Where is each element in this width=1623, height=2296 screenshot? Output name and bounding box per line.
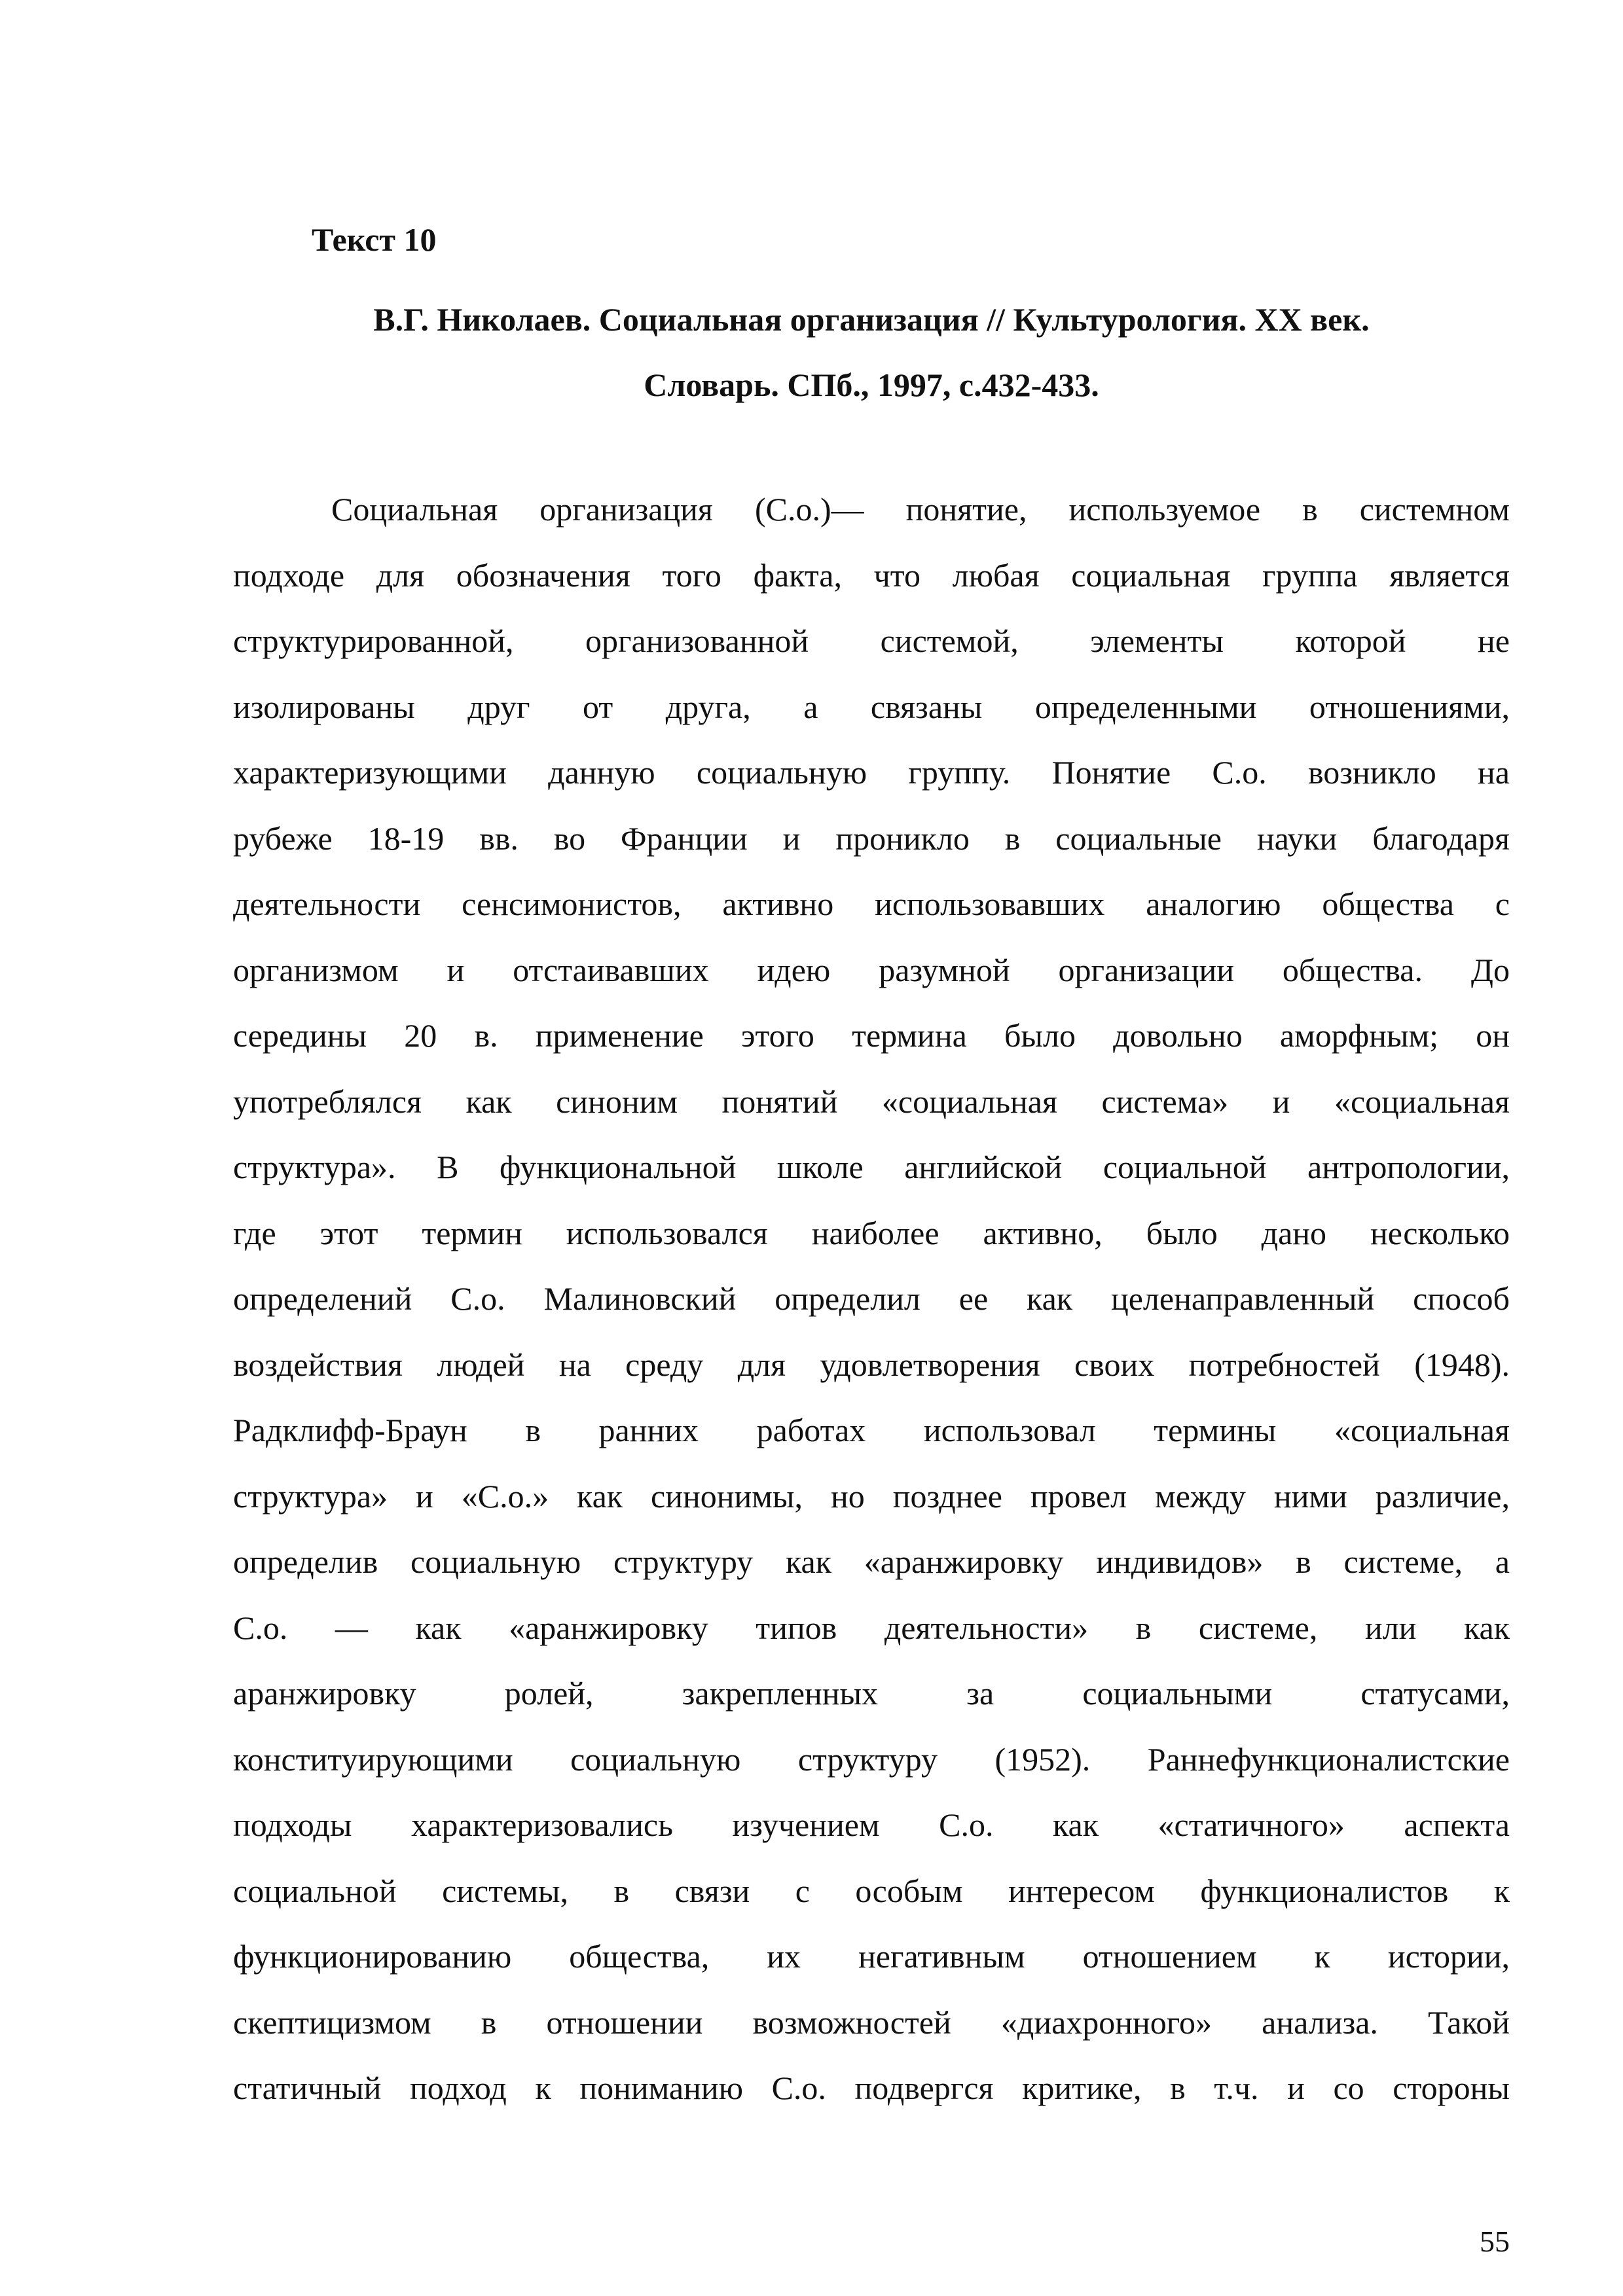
body-line: где этот термин использовался наиболее активно, было дано несколько [233, 1214, 1510, 1251]
body-line: изолированы друг от друга, а связаны определенными отношениями, [233, 688, 1510, 725]
citation-block [233, 287, 1510, 418]
body-line: воздействия людей на среду для удовлетворения своих потребностей (1948). [233, 1346, 1510, 1383]
body-paragraph [233, 476, 1510, 2121]
body-line: подходе для обозначения того факта, что любая социальная группа является [233, 556, 1510, 594]
page-number: 55 [1480, 2225, 1510, 2258]
body-line: деятельности сенсимонистов, активно использовавших аналогию общества с [233, 886, 1510, 922]
body-line: Радклифф-Браун в ранних работах использовал термины «социальная [233, 1412, 1510, 1448]
citation-line: В.Г. Николаев. Социальная организация // Культурология. XX век. [373, 301, 1370, 338]
body-line: подходы характеризовались изучением С.о. как «статичного» аспекта [233, 1806, 1510, 1843]
body-line: функционированию общества, их негативным отношением к истории, [233, 1938, 1510, 1975]
body-line: характеризующими данную социальную группу. Понятие С.о. возникло на [233, 754, 1510, 791]
body-line: статичный подход к пониманию С.о. подвергся критике, в т.ч. и со стороны [233, 2070, 1510, 2106]
body-line: структура». В функциональной школе английской социальной антропологии, [233, 1149, 1510, 1185]
body-line: структура» и «С.о.» как синонимы, но позднее провел между ними различие, [233, 1477, 1510, 1515]
body-line: организмом и отстаивавших идею разумной организации общества. До [233, 951, 1510, 988]
citation-line: Словарь. СПб., 1997, с.432-433. [644, 367, 1099, 403]
text-heading: Текст 10 [312, 221, 437, 258]
body-line: С.о. — как «аранжировку типов деятельности» в системе, или как [233, 1609, 1510, 1646]
body-line: структурированной, организованной системой, элементы которой не [233, 622, 1510, 659]
body-line: определений С.о. Малиновский определил ее как целенаправленный способ [233, 1280, 1510, 1317]
body-line: аранжировку ролей, закрепленных за социальными статусами, [233, 1675, 1510, 1712]
body-line: середины 20 в. применение этого термина было довольно аморфным; он [233, 1017, 1510, 1054]
body-line: конституирующими социальную структуру (1952). Раннефункционалистские [233, 1740, 1510, 1778]
body-line: социальной системы, в связи с особым интересом функционалистов к [233, 1872, 1510, 1909]
body-line: употреблялся как синоним понятий «социальная система» и «социальная [233, 1083, 1510, 1120]
body-line: рубеже 18-19 вв. во Франции и проникло в социальные науки благодаря [233, 819, 1510, 857]
body-line: определив социальную структуру как «аранжировку индивидов» в системе, а [233, 1543, 1510, 1580]
body-line: Социальная организация (С.о.)— понятие, используемое в системном [331, 491, 1510, 528]
body-line: скептицизмом в отношении возможностей «диахронного» анализа. Такой [233, 2003, 1510, 2041]
